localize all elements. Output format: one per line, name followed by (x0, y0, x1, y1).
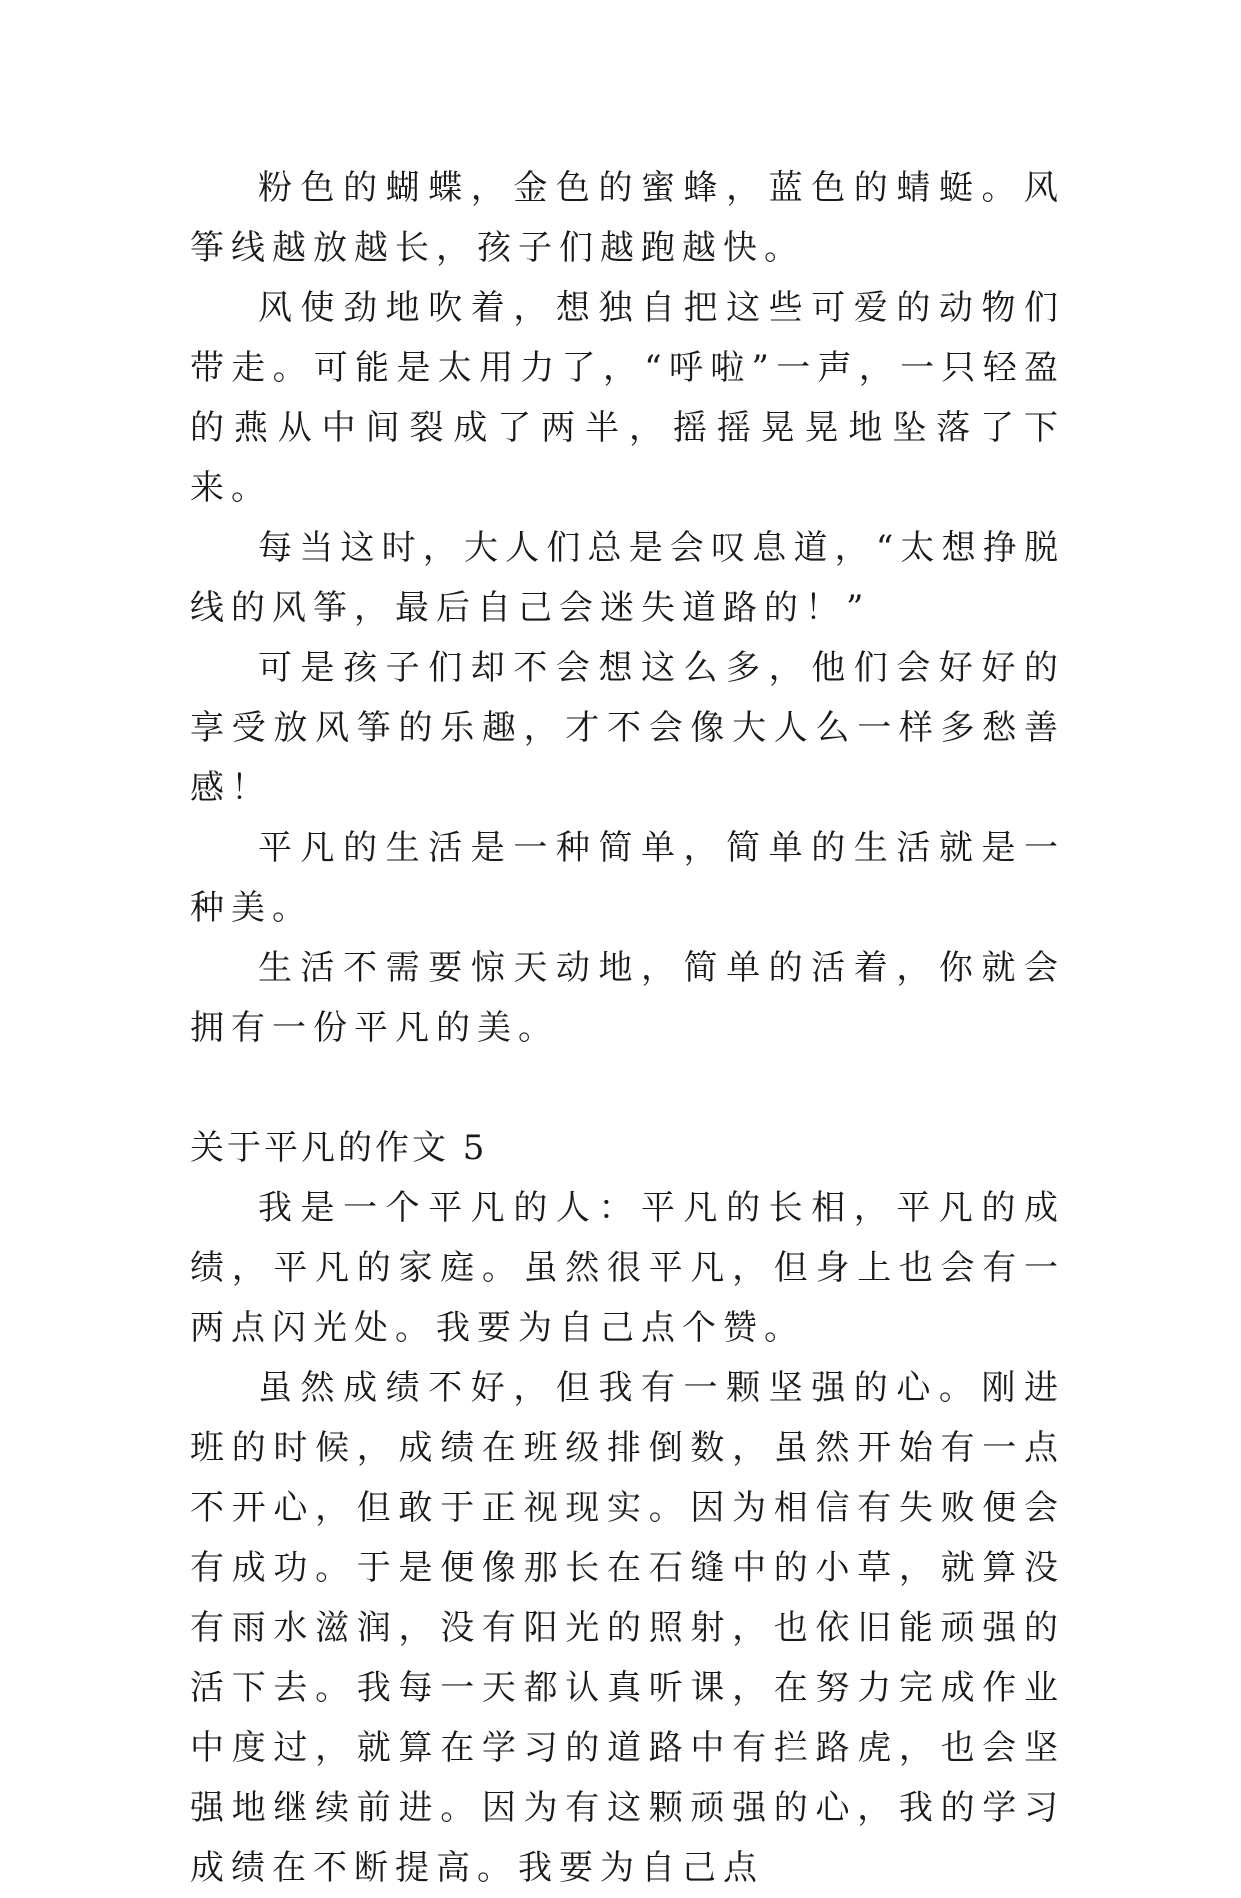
section-title: 关于平凡的作文 5 (190, 1128, 488, 1168)
paragraph-simple-life: 平凡的生活是一种简单，简单的生活就是一种美。 (190, 828, 1065, 928)
document-body (190, 158, 1065, 1898)
paragraph-adults-sigh: 每当这时，大人们总是会叹息道，“太想挣脱线的风筝，最后自己会迷失道路的！” (190, 528, 1065, 628)
paragraph-children: 可是孩子们却不会想这么多，他们会好好的享受放风筝的乐趣，才不会像大人么一样多愁善感！ (190, 648, 1065, 808)
paragraph-kites: 粉色的蝴蝶，金色的蜜蜂，蓝色的蜻蜓。风筝线越放越长，孩子们越跑越快。 (190, 168, 1065, 268)
paragraph-wind: 风使劲地吹着，想独自把这些可爱的动物们带走。可能是太用力了，“呼啦”一声，一只轻盈的燕从中间裂成了两半，摇摇晃晃地坠落了下来。 (190, 288, 1065, 508)
paragraph-ordinary-person: 我是一个平凡的人：平凡的长相，平凡的成绩，平凡的家庭。虽然很平凡，但身上也会有一两点闪光处。我要为自己点个赞。 (190, 1188, 1065, 1348)
paragraph-strong-heart: 虽然成绩不好，但我有一颗坚强的心。刚进班的时候，成绩在班级排倒数，虽然开始有一点不开心，但敢于正视现实。因为相信有失败便会有成功。于是便像那长在石缝中的小草，就算没有雨水滋润，没有阳光的照射，也依旧能顽强的活下去。我每一天都认真听课，在努力完成作业中度过，就算在学习的道路中有拦路虎，也会坚强地继续前进。因为有这颗顽强的心，我的学习成绩在不断提高。我要为自己点 (190, 1368, 1065, 1888)
paragraph-ordinary-beauty: 生活不需要惊天动地，简单的活着，你就会拥有一份平凡的美。 (190, 948, 1065, 1048)
